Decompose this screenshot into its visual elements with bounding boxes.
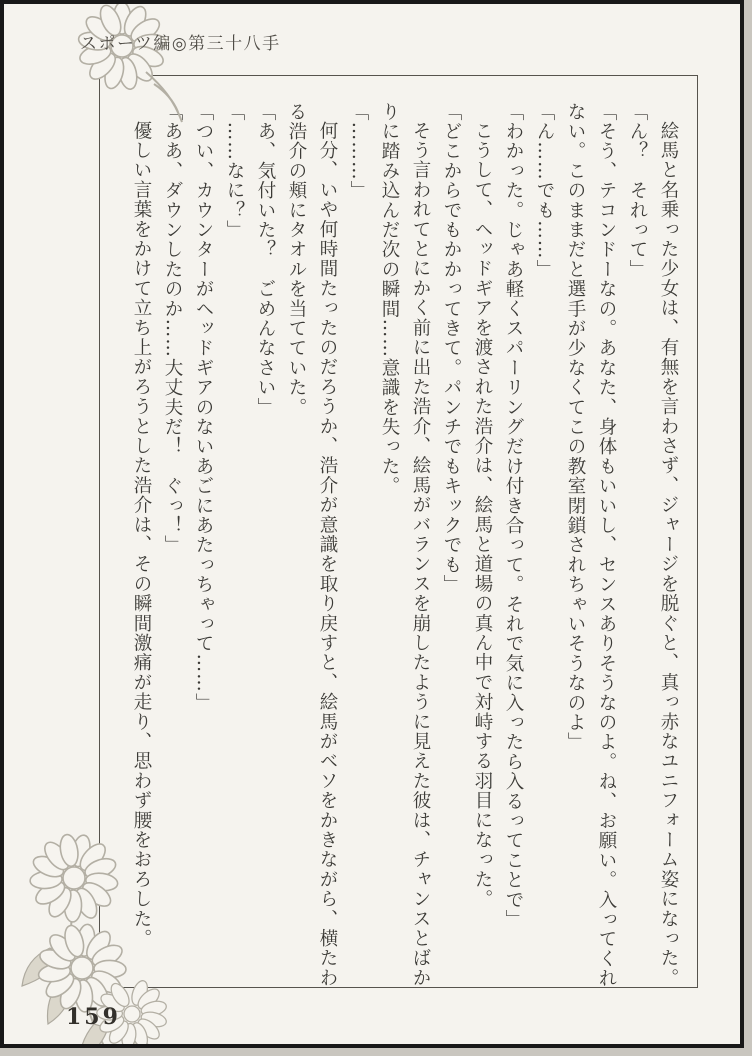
dialogue-line: 「つい、カウンターがヘッドギアのないあごにあたっちゃって……」 [193,102,214,713]
dialogue-line: 「……なに？」 [224,102,245,240]
dialogue-line: 「………」 [348,102,369,201]
dialogue-line: 「そう、テコンドーなの。あなた、身体もいいし、センスありそうなのよ。ね、お願い。入ってくれない。このままだと選手が少なくてこの教室閉鎖されちゃいそうなのよ」 [565,102,617,989]
dialogue-line: 「あ、気付いた？ ごめんなさい」 [255,102,276,418]
narrative-line: 絵馬と名乗った少女は、有無を言わさず、ジャージを脱ぐと、真っ赤なユニフォーム姿になった。 [658,120,679,988]
dialogue-line: 「ん？ それって」 [627,102,648,280]
narrative-line: 優しい言葉をかけて立ち上がろうとした浩介は、その瞬間激痛が走り、思わず腰をおろした。 [131,120,152,948]
page-number: 159 [66,1004,121,1030]
dialogue-line: 「どこからでもかかってきて。パンチでもキックでも」 [441,102,462,595]
dialogue-line: 「ああ、ダウンしたのか……大丈夫だ！ ぐっ！」 [162,102,183,556]
daisy-flower-icon [50,0,210,124]
dialogue-line: 「わかった。じゃあ軽くスパーリングだけ付き合って。それで気に入ったら入るってことで」 [503,102,524,930]
narrative-line: こうして、ヘッドギアを渡された浩介は、絵馬と道場の真ん中で対峙する羽目になった。 [472,120,493,909]
narrative-line: そう言われてとにかく前に出た浩介、絵馬がバランスを崩したように見えた彼は、チャンスとばかりに踏み込んだ次の瞬間……意識を失った。 [379,102,431,988]
chapter-header: スポーツ編◎第三十八手 [80,34,281,54]
narrative-line: 何分、いや何時間たったのだろうか、浩介が意識を取り戻すと、絵馬がベソをかきながら、横たわる浩介の頬にタオルを当てていた。 [286,102,338,988]
dialogue-line: 「ん……でも……」 [534,102,555,280]
